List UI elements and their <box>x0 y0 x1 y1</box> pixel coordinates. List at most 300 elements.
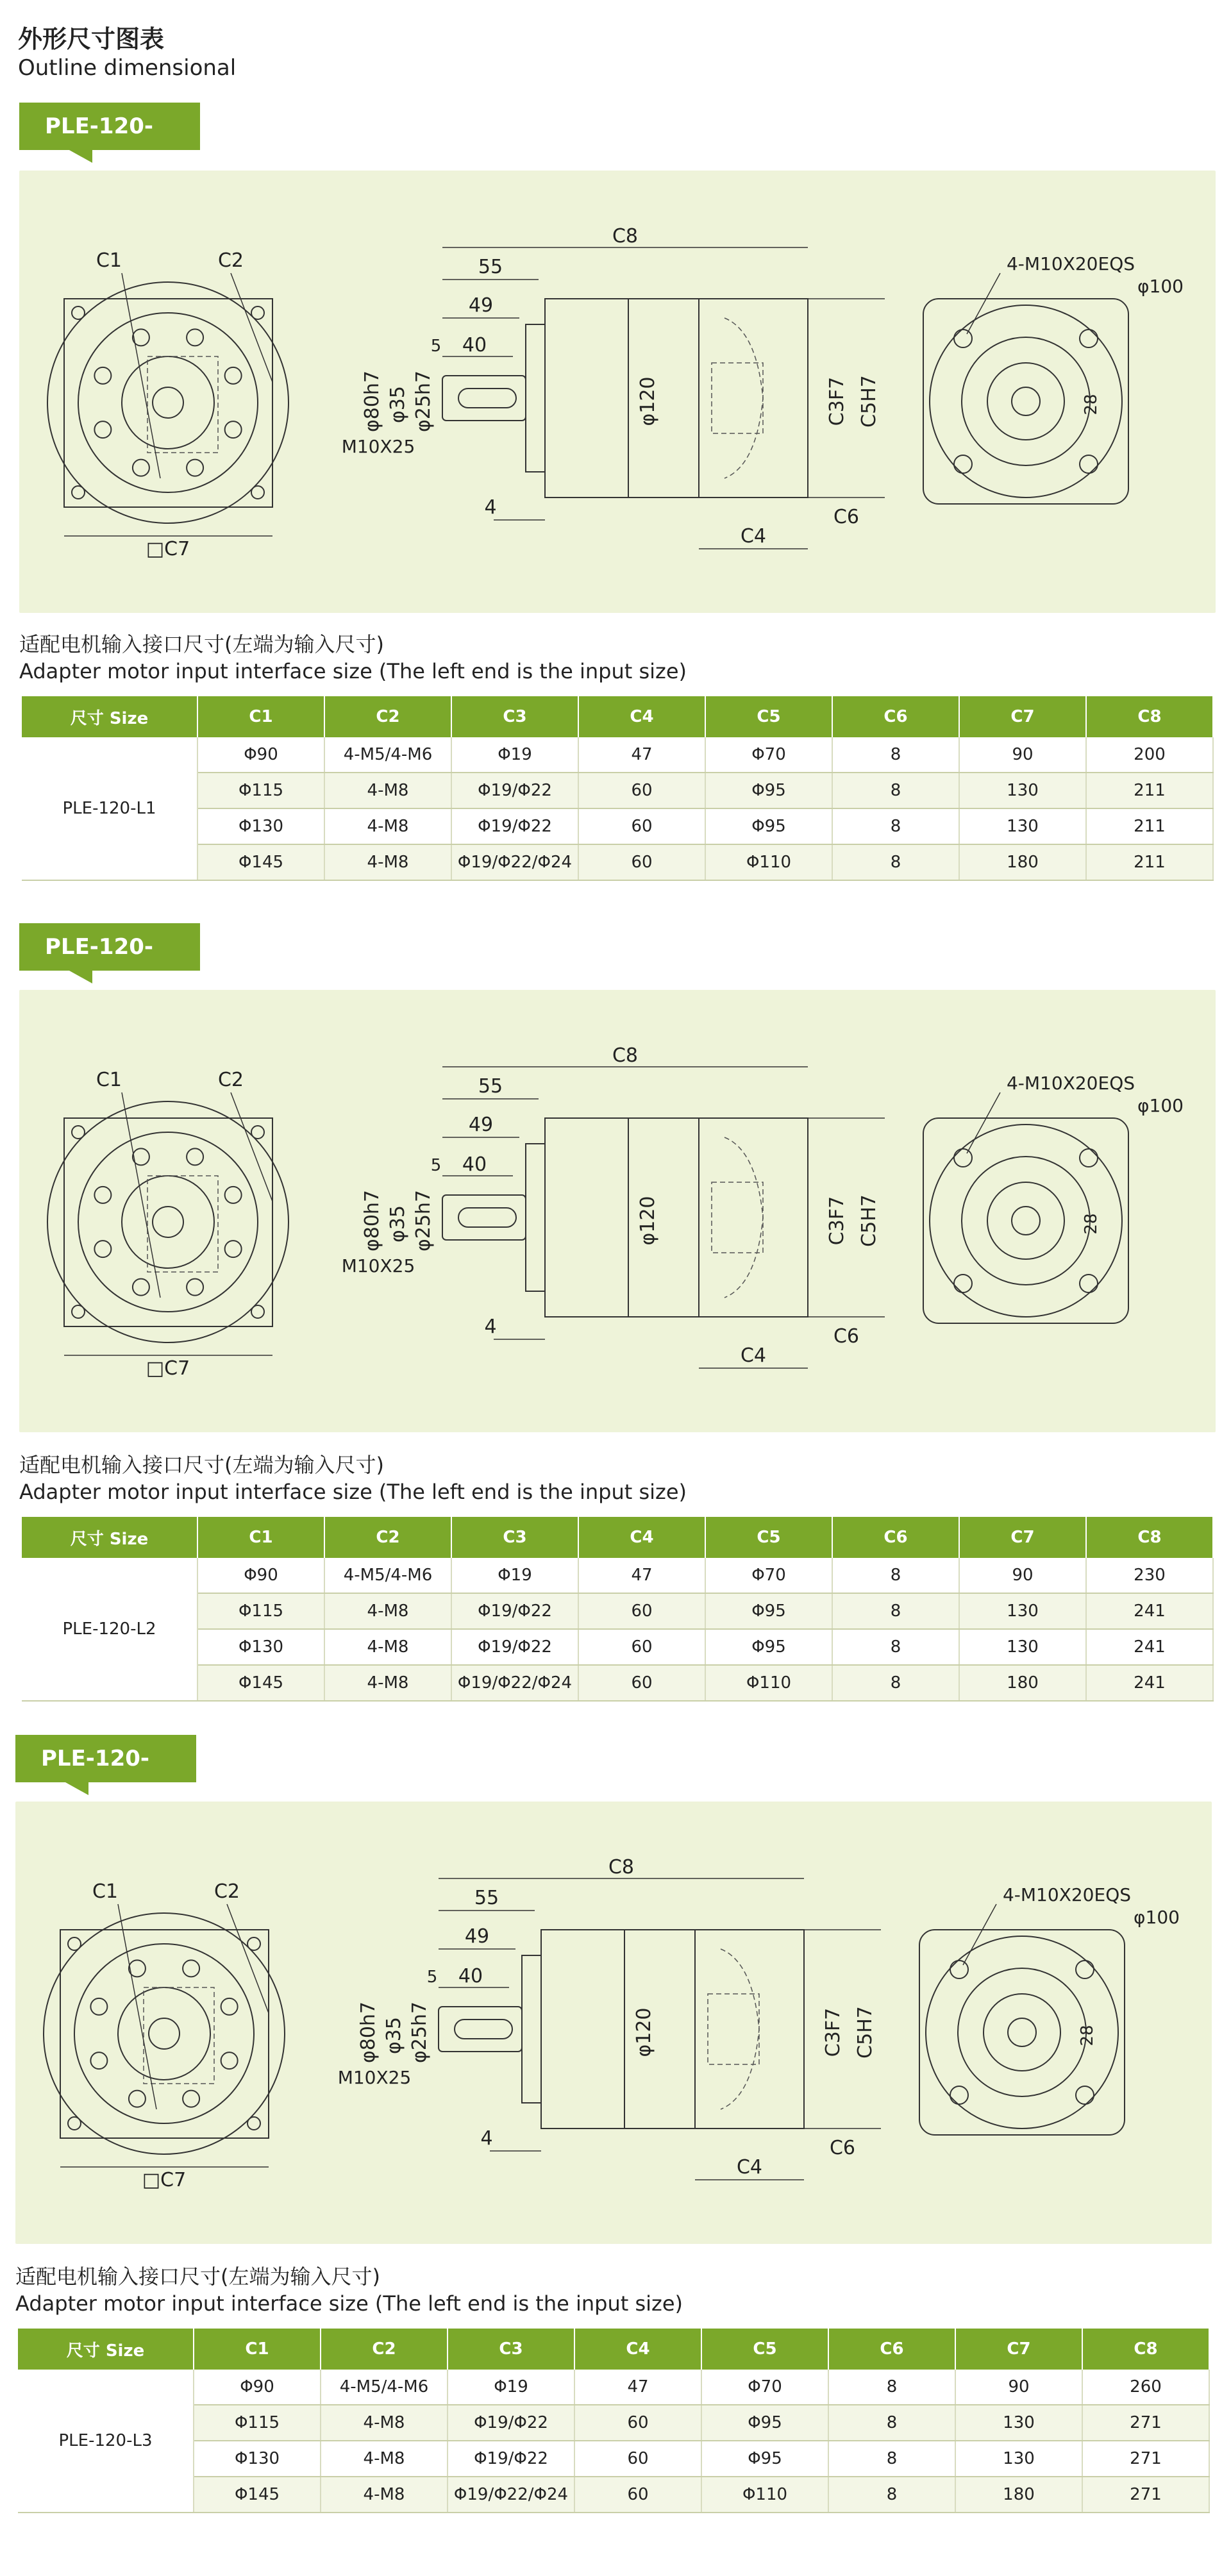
outline-drawing <box>19 990 1216 1432</box>
header-c7: C7 <box>955 2329 1082 2370</box>
cell-c5: Φ70 <box>701 2370 828 2405</box>
dim-label-c7: □C7 <box>146 1357 190 1380</box>
output-shaft <box>442 376 526 421</box>
shaft-key <box>458 1208 516 1227</box>
cell-c2: 4-M8 <box>324 1593 451 1629</box>
dim-label-phi35: φ35 <box>383 2017 405 2054</box>
dim-label-c2: C2 <box>217 249 244 272</box>
dim-label-d4: 4 <box>484 496 497 519</box>
cell-c1: Φ90 <box>197 737 324 773</box>
cell-c6: 8 <box>832 1558 959 1593</box>
dim-label-d4: 4 <box>480 2127 493 2150</box>
dim-label-phi100: φ100 <box>1134 1907 1180 1928</box>
table-caption-en: Adapter motor input interface size (The left end is the input size) <box>19 659 687 683</box>
cell-c8: 211 <box>1086 844 1213 880</box>
corner-hole <box>72 486 85 499</box>
output-shaft <box>442 1195 526 1240</box>
header-c3: C3 <box>451 696 578 737</box>
table-row <box>22 808 1213 844</box>
cell-c7: 130 <box>959 1593 1086 1629</box>
cell-c3: Φ19 <box>448 2370 574 2405</box>
model-tag: PLE-120- <box>19 923 200 971</box>
cell-c2: 4-M5/4-M6 <box>324 737 451 773</box>
dim-label-d49: 49 <box>468 1114 494 1136</box>
cell-c5: Φ110 <box>701 2477 828 2513</box>
cell-c7: 130 <box>959 773 1086 808</box>
cell-c3: Φ19/Φ22 <box>451 1593 578 1629</box>
header-c6: C6 <box>828 2329 955 2370</box>
mounting-hole <box>90 1998 107 2015</box>
dim-label-phi80: φ80h7 <box>361 370 383 433</box>
cell-c6: 8 <box>828 2370 955 2405</box>
model-cell: PLE-120-L3 <box>18 2370 194 2513</box>
table-row <box>22 1558 1213 1593</box>
model-cell: PLE-120-L2 <box>22 1558 197 1701</box>
cell-c5: Φ110 <box>705 1665 832 1701</box>
header-c5: C5 <box>701 2329 828 2370</box>
cell-c1: Φ145 <box>197 1665 324 1701</box>
mounting-hole <box>129 2091 146 2107</box>
cell-c1: Φ115 <box>197 773 324 808</box>
bolt-circle <box>78 1132 258 1312</box>
cell-c2: 4-M8 <box>321 2405 448 2441</box>
cell-c1: Φ130 <box>197 1629 324 1665</box>
cell-c8: 211 <box>1086 808 1213 844</box>
threaded-hole <box>950 1961 968 1978</box>
cell-c2: 4-M8 <box>321 2441 448 2477</box>
cell-c8: 271 <box>1082 2441 1209 2477</box>
output-flange <box>526 1144 545 1291</box>
dim-label-phi120: φ120 <box>633 2007 655 2057</box>
cell-c2: 4-M5/4-M6 <box>324 1558 451 1593</box>
dim-label-phi25: φ25h7 <box>412 1189 435 1252</box>
cell-c8: 200 <box>1086 737 1213 773</box>
cell-c5: Φ95 <box>705 1629 832 1665</box>
mounting-hole <box>187 460 203 476</box>
pilot-bore <box>118 1987 210 2080</box>
cell-c6: 8 <box>828 2441 955 2477</box>
cell-c8: 241 <box>1086 1665 1213 1701</box>
cell-c7: 130 <box>959 1629 1086 1665</box>
threaded-hole <box>1080 1275 1098 1292</box>
dim-label-m10: M10X25 <box>341 436 415 457</box>
corner-hole <box>72 306 85 319</box>
dim-label-c1: C1 <box>96 249 122 272</box>
bolt-circle <box>78 313 258 492</box>
dim-label-d28: 28 <box>1078 2025 1097 2046</box>
input-flange-circle <box>44 1913 285 2154</box>
cell-c4: 60 <box>574 2405 701 2441</box>
mounting-hole <box>90 2052 107 2069</box>
model-tag: PLE-120- <box>15 1735 196 1782</box>
header-c2: C2 <box>324 696 451 737</box>
dim-label-c1: C1 <box>92 1880 119 1903</box>
output-flange <box>522 1955 541 2103</box>
model-tag: PLE-120- <box>19 103 200 150</box>
mounting-hole <box>187 1279 203 1296</box>
gearbox-body <box>545 1118 808 1317</box>
mounting-hole <box>94 1241 111 1257</box>
cell-c8: 260 <box>1082 2370 1209 2405</box>
gearbox-body <box>541 1930 804 2129</box>
dim-label-c4: C4 <box>736 2156 763 2179</box>
mounting-hole <box>221 1998 238 2015</box>
corner-hole <box>251 486 264 499</box>
gearbox-body <box>545 299 808 498</box>
dim-label-phi80: φ80h7 <box>357 2001 380 2064</box>
table-caption-zh: 适配电机输入接口尺寸(左端为输入尺寸) <box>15 2264 380 2289</box>
table-caption-zh: 适配电机输入接口尺寸(左端为输入尺寸) <box>19 1453 384 1477</box>
output-center <box>1012 1207 1040 1235</box>
dim-label-c8: C8 <box>612 1044 639 1067</box>
dim-label-c5: C5H7 <box>858 1194 880 1247</box>
mounting-hole <box>187 1148 203 1165</box>
hidden-bore <box>712 1182 763 1253</box>
cell-c4: 60 <box>578 1629 705 1665</box>
output-pilot <box>962 1157 1090 1285</box>
dim-label-d5: 5 <box>430 1156 442 1175</box>
dim-label-d49: 49 <box>468 294 494 317</box>
input-flange-outline <box>60 1930 269 2138</box>
dim-label-d55: 55 <box>474 1887 499 1909</box>
dim-label-d4: 4 <box>484 1316 497 1338</box>
cell-c8: 271 <box>1082 2405 1209 2441</box>
page-title-zh: 外形尺寸图表 <box>18 25 165 53</box>
leader-holes <box>963 1904 996 1965</box>
cell-c6: 8 <box>828 2405 955 2441</box>
leader-c1 <box>122 1092 160 1298</box>
cell-c5: Φ110 <box>705 844 832 880</box>
dim-label-c2: C2 <box>214 1880 240 1903</box>
header-c6: C6 <box>832 696 959 737</box>
dim-label-phi120: φ120 <box>637 1196 659 1246</box>
leader-c2 <box>231 1092 272 1201</box>
table-row <box>22 1593 1213 1629</box>
header-c4: C4 <box>578 1517 705 1558</box>
threaded-hole <box>1080 455 1098 473</box>
dim-label-d55: 55 <box>478 1075 503 1098</box>
table-row <box>18 2441 1209 2477</box>
cell-c4: 60 <box>578 773 705 808</box>
cell-c3: Φ19/Φ22/Φ24 <box>451 1665 578 1701</box>
dim-label-d40: 40 <box>462 1153 487 1176</box>
table-row <box>18 2405 1209 2441</box>
cell-c2: 4-M8 <box>324 808 451 844</box>
output-shaft <box>439 2007 522 2052</box>
output-center <box>1012 387 1040 415</box>
mounting-hole <box>94 421 111 438</box>
cell-c1: Φ90 <box>197 1558 324 1593</box>
header-c8: C8 <box>1086 1517 1213 1558</box>
hidden-adapter <box>721 1949 759 2109</box>
output-shaft-circle <box>987 363 1064 440</box>
dim-label-phi100: φ100 <box>1137 1095 1184 1116</box>
corner-hole <box>247 2117 260 2130</box>
cell-c1: Φ115 <box>197 1593 324 1629</box>
cell-c1: Φ115 <box>194 2405 321 2441</box>
mounting-hole <box>133 1279 149 1296</box>
table-row <box>22 844 1213 880</box>
leader-c1 <box>118 1904 156 2109</box>
cell-c2: 4-M8 <box>324 844 451 880</box>
leader-holes <box>967 273 1000 334</box>
cell-c3: Φ19/Φ22 <box>451 773 578 808</box>
cell-c2: 4-M8 <box>321 2477 448 2513</box>
dim-label-m10: M10X25 <box>341 1255 415 1276</box>
mounting-hole <box>221 2052 238 2069</box>
bolt-circle <box>74 1944 254 2123</box>
spec-table <box>18 2329 1210 2513</box>
cell-c3: Φ19 <box>451 1558 578 1593</box>
header-c8: C8 <box>1086 696 1213 737</box>
dim-label-c8: C8 <box>608 1856 635 1878</box>
cell-c4: 47 <box>574 2370 701 2405</box>
mounting-hole <box>225 1187 242 1203</box>
cell-c2: 4-M5/4-M6 <box>321 2370 448 2405</box>
threaded-hole <box>1076 2086 1094 2104</box>
dim-label-c3: C3F7 <box>826 1196 848 1246</box>
cell-c7: 180 <box>959 844 1086 880</box>
header-c1: C1 <box>197 1517 324 1558</box>
mounting-hole <box>94 367 111 384</box>
threaded-hole <box>1076 1961 1094 1978</box>
dim-label-holes: 4-M10X20EQS <box>1002 1884 1132 1905</box>
dim-label-c4: C4 <box>740 1344 767 1367</box>
threaded-hole <box>1080 330 1098 347</box>
page-title-en: Outline dimensional <box>18 55 237 81</box>
cell-c4: 60 <box>578 844 705 880</box>
header-c1: C1 <box>194 2329 321 2370</box>
cell-c8: 241 <box>1086 1629 1213 1665</box>
cell-c3: Φ19 <box>451 737 578 773</box>
spec-table <box>22 696 1214 881</box>
cell-c3: Φ19/Φ22 <box>451 808 578 844</box>
threaded-hole <box>954 330 972 347</box>
leader-c2 <box>227 1904 269 2013</box>
cell-c5: Φ70 <box>705 737 832 773</box>
cell-c6: 8 <box>832 1629 959 1665</box>
cell-c6: 8 <box>832 808 959 844</box>
corner-hole <box>251 1126 264 1139</box>
dim-label-holes: 4-M10X20EQS <box>1006 1073 1135 1094</box>
cell-c4: 60 <box>578 1593 705 1629</box>
cell-c6: 8 <box>832 773 959 808</box>
cell-c6: 8 <box>832 737 959 773</box>
corner-hole <box>72 1126 85 1139</box>
header-c3: C3 <box>448 2329 574 2370</box>
header-size: 尺寸 Size <box>22 696 197 737</box>
dim-label-d5: 5 <box>426 1968 438 1987</box>
outline-drawing <box>19 171 1216 613</box>
input-shaft-bore <box>149 2018 180 2049</box>
header-size: 尺寸 Size <box>18 2329 194 2370</box>
input-flange-circle <box>47 282 289 523</box>
corner-hole <box>68 1937 81 1950</box>
cell-c1: Φ130 <box>194 2441 321 2477</box>
cell-c5: Φ95 <box>701 2405 828 2441</box>
dim-label-d40: 40 <box>458 1965 483 1987</box>
spec-table <box>22 1517 1214 1702</box>
cell-c8: 230 <box>1086 1558 1213 1593</box>
dim-label-phi100: φ100 <box>1137 276 1184 297</box>
cell-c7: 90 <box>955 2370 1082 2405</box>
mounting-hole <box>225 367 242 384</box>
input-flange-outline <box>64 299 272 507</box>
corner-hole <box>251 1305 264 1318</box>
shaft-key <box>455 2020 512 2039</box>
cell-c4: 47 <box>578 1558 705 1593</box>
corner-hole <box>247 1937 260 1950</box>
cell-c4: 60 <box>578 1665 705 1701</box>
corner-hole <box>72 1305 85 1318</box>
threaded-hole <box>954 1275 972 1292</box>
cell-c5: Φ70 <box>705 1558 832 1593</box>
dim-label-c1: C1 <box>96 1069 122 1091</box>
leader-holes <box>967 1092 1000 1153</box>
output-center <box>1008 2018 1036 2046</box>
table-row <box>22 737 1213 773</box>
output-pilot <box>958 1968 1086 2096</box>
header-c5: C5 <box>705 1517 832 1558</box>
cell-c1: Φ90 <box>194 2370 321 2405</box>
output-shaft-circle <box>984 1994 1060 2071</box>
hidden-adapter <box>724 318 763 478</box>
header-c2: C2 <box>321 2329 448 2370</box>
dim-label-holes: 4-M10X20EQS <box>1006 253 1135 274</box>
leader-c1 <box>122 273 160 478</box>
cell-c6: 8 <box>832 1665 959 1701</box>
table-caption-en: Adapter motor input interface size (The left end is the input size) <box>19 1480 687 1504</box>
cell-c7: 180 <box>959 1665 1086 1701</box>
cell-c4: 60 <box>574 2477 701 2513</box>
cell-c5: Φ95 <box>705 773 832 808</box>
header-c4: C4 <box>574 2329 701 2370</box>
header-size: 尺寸 Size <box>22 1517 197 1558</box>
dim-label-d40: 40 <box>462 334 487 356</box>
header-c1: C1 <box>197 696 324 737</box>
cell-c8: 241 <box>1086 1593 1213 1629</box>
threaded-hole <box>954 455 972 473</box>
table-row <box>18 2370 1209 2405</box>
dim-label-c4: C4 <box>740 525 767 548</box>
table-caption-en: Adapter motor input interface size (The left end is the input size) <box>15 2291 683 2316</box>
dim-label-d49: 49 <box>464 1925 490 1948</box>
outline-drawing <box>15 1802 1212 2244</box>
cell-c7: 130 <box>959 808 1086 844</box>
dim-label-c6: C6 <box>829 2137 856 2159</box>
input-shaft-bore <box>153 1207 183 1237</box>
hidden-bore <box>712 363 763 433</box>
mounting-hole <box>94 1187 111 1203</box>
pilot-bore <box>122 356 214 449</box>
cell-c3: Φ19/Φ22 <box>448 2441 574 2477</box>
mounting-hole <box>183 2091 199 2107</box>
header-c4: C4 <box>578 696 705 737</box>
dim-label-c3: C3F7 <box>822 2007 844 2057</box>
cell-c3: Φ19/Φ22 <box>451 1629 578 1665</box>
cell-c2: 4-M8 <box>324 1665 451 1701</box>
mounting-hole <box>187 329 203 346</box>
cell-c2: 4-M8 <box>324 1629 451 1665</box>
corner-hole <box>251 306 264 319</box>
cell-c5: Φ95 <box>705 808 832 844</box>
mounting-hole <box>225 421 242 438</box>
hidden-adapter <box>724 1137 763 1298</box>
header-c2: C2 <box>324 1517 451 1558</box>
header-c7: C7 <box>959 696 1086 737</box>
dim-label-c6: C6 <box>833 1325 860 1348</box>
pilot-bore <box>122 1176 214 1268</box>
cell-c5: Φ95 <box>705 1593 832 1629</box>
cell-c6: 8 <box>832 1593 959 1629</box>
table-row <box>22 1629 1213 1665</box>
cell-c3: Φ19/Φ22 <box>448 2405 574 2441</box>
cell-c7: 130 <box>955 2441 1082 2477</box>
cell-c7: 90 <box>959 737 1086 773</box>
output-pilot <box>962 337 1090 465</box>
mounting-hole <box>133 460 149 476</box>
dim-label-c8: C8 <box>612 225 639 247</box>
cell-c8: 271 <box>1082 2477 1209 2513</box>
cell-c2: 4-M8 <box>324 773 451 808</box>
threaded-hole <box>954 1149 972 1167</box>
input-flange-circle <box>47 1101 289 1342</box>
dim-label-c3: C3F7 <box>826 376 848 426</box>
threaded-hole <box>950 2086 968 2104</box>
cell-c1: Φ145 <box>194 2477 321 2513</box>
mounting-hole <box>183 1960 199 1977</box>
header-c5: C5 <box>705 696 832 737</box>
table-caption-zh: 适配电机输入接口尺寸(左端为输入尺寸) <box>19 632 384 657</box>
header-c6: C6 <box>832 1517 959 1558</box>
table-row <box>22 773 1213 808</box>
hidden-bore <box>708 1994 759 2064</box>
dim-label-d28: 28 <box>1082 1213 1101 1235</box>
dim-label-d28: 28 <box>1082 394 1101 415</box>
dim-label-phi120: φ120 <box>637 376 659 426</box>
header-c7: C7 <box>959 1517 1086 1558</box>
model-cell: PLE-120-L1 <box>22 737 197 880</box>
leader-c2 <box>231 273 272 382</box>
dim-label-c6: C6 <box>833 506 860 528</box>
dim-label-phi35: φ35 <box>387 1205 409 1242</box>
dim-label-d5: 5 <box>430 337 442 356</box>
cell-c3: Φ19/Φ22/Φ24 <box>451 844 578 880</box>
cell-c1: Φ145 <box>197 844 324 880</box>
threaded-hole <box>1080 1149 1098 1167</box>
cell-c4: 47 <box>578 737 705 773</box>
shaft-key <box>458 389 516 408</box>
dim-label-phi35: φ35 <box>387 386 409 423</box>
output-shaft-circle <box>987 1182 1064 1259</box>
cell-c3: Φ19/Φ22/Φ24 <box>448 2477 574 2513</box>
dim-label-c5: C5H7 <box>854 2006 876 2059</box>
dim-label-phi25: φ25h7 <box>408 2001 431 2064</box>
output-flange <box>526 324 545 472</box>
cell-c7: 180 <box>955 2477 1082 2513</box>
dim-label-d55: 55 <box>478 256 503 278</box>
header-c3: C3 <box>451 1517 578 1558</box>
cell-c7: 130 <box>955 2405 1082 2441</box>
dim-label-c2: C2 <box>217 1069 244 1091</box>
corner-hole <box>68 2117 81 2130</box>
dim-label-c7: □C7 <box>146 538 190 560</box>
cell-c8: 211 <box>1086 773 1213 808</box>
cell-c6: 8 <box>828 2477 955 2513</box>
table-row <box>18 2477 1209 2513</box>
dim-label-m10: M10X25 <box>337 2067 412 2088</box>
cell-c5: Φ95 <box>701 2441 828 2477</box>
